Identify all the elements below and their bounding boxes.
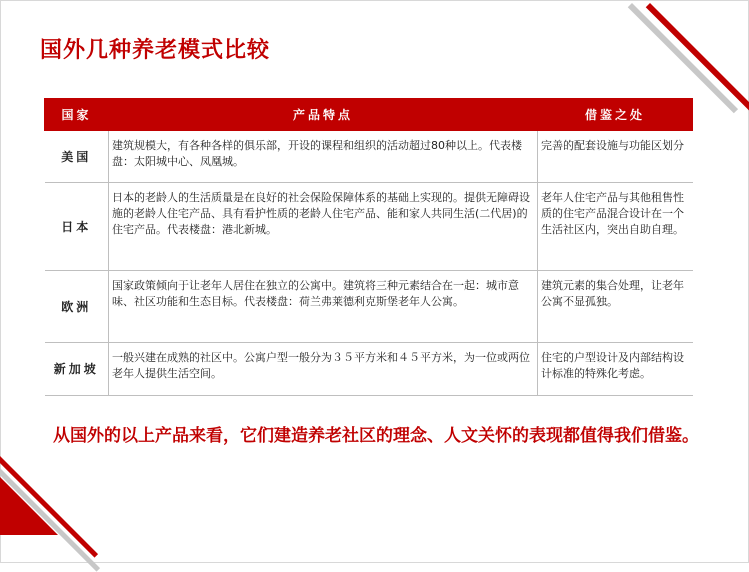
country-cell: 欧洲: [45, 271, 109, 343]
features-cell: 国家政策倾向于让老年人居住在独立的公寓中。建筑将三种元素结合在一起：城市意味、社区功能和生态目标。代表楼盘：荷兰弗莱德利克斯堡老年人公寓。: [109, 271, 538, 343]
lessons-cell: 住宅的户型设计及内部结构设计标准的特殊化考虑。: [538, 343, 693, 396]
conclusion-text: 从国外的以上产品来看，它们建造养老社区的理念、人文关怀的表现都值得我们借鉴。: [53, 426, 699, 446]
table-header-row: [45, 99, 693, 131]
features-cell: 一般兴建在成熟的社区中。公寓户型一般分为３５平方米和４５平方米，为一位或两位老年人提供生活空间。: [109, 343, 538, 396]
red-corner-triangle: [0, 477, 58, 535]
header-features: 产品特点: [109, 99, 538, 131]
table-row: [45, 183, 693, 271]
table-row: [45, 343, 693, 396]
country-cell: 新加坡: [45, 343, 109, 396]
country-cell: 日本: [45, 183, 109, 271]
comparison-table: [44, 98, 693, 396]
features-cell: 建筑规模大，有各种各样的俱乐部，开设的课程和组织的活动超过80种以上。代表楼盘：太阳城中心、凤凰城。: [109, 131, 538, 183]
header-country: 国家: [45, 99, 109, 131]
header-lessons: 借鉴之处: [538, 99, 693, 131]
lessons-cell: 建筑元素的集合处理，让老年公寓不显孤独。: [538, 271, 693, 343]
table-row: [45, 271, 693, 343]
page-title: 国外几种养老模式比较: [40, 38, 271, 63]
country-cell: 美国: [45, 131, 109, 183]
lessons-cell: 完善的配套设施与功能区划分: [538, 131, 693, 183]
table-row: [45, 131, 693, 183]
features-cell: 日本的老龄人的生活质量是在良好的社会保险保障体系的基础上实现的。提供无障碍设施的老龄人住宅产品、具有看护性质的老龄人住宅产品、能和家人共同生活(二代居)的住宅产品。代表楼盘：港北新城。: [109, 183, 538, 271]
lessons-cell: 老年人住宅产品与其他租售性质的住宅产品混合设计在一个生活社区内，突出自助自理。: [538, 183, 693, 271]
